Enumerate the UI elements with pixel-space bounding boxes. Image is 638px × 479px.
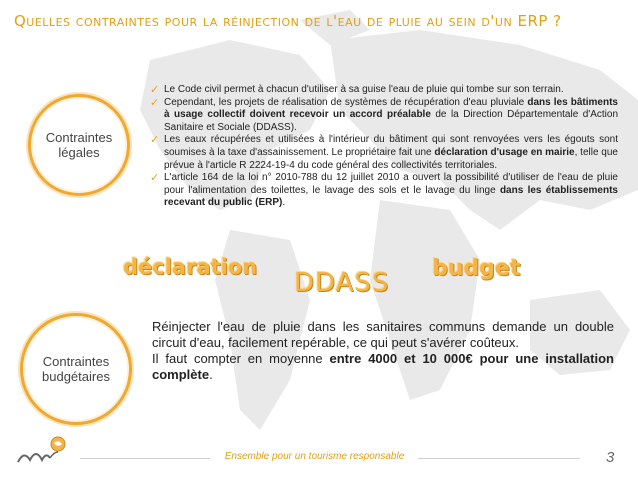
budget-constraints-text [152,319,614,383]
logo-icon [14,432,70,472]
page-number: 3 [606,449,615,466]
checkmark-icon: ✓ [150,84,160,96]
footer-divider-right [418,458,580,459]
slide-title: Quelles contraintes pour la réinjection de l'eau de pluie au sein d'un ERP ? [14,12,562,30]
budget-constraints-label: Contraintes budgétaires [42,354,110,384]
list-item: ✓ L'article 164 de la loi n° 2010-788 du 12 juillet 2010 a ouvert la possibilité d'utiliser de l'eau de pluie pour l'alimentation des toilettes, le lavage des sols et le lavage du linge dans les établissements recevant du public (ERP). [150,172,618,209]
footer-divider-left [80,458,210,459]
checkmark-icon: ✓ [150,96,160,109]
legal-constraints-label: Contraintes légales [45,130,113,160]
footer-tagline: Ensemble pour un tourisme responsable [224,451,405,462]
budget-constraints-circle [20,313,132,425]
legal-constraints-list [150,84,618,210]
list-item: ✓ Les eaux récupérées et utilisées à l'intérieur du bâtiment qui sont renvoyées vers les égouts sont soumises à la taxe d'assainissement. Le propriétaire fait une déclaration d'usage en mairie, telle que prévue à l'article R 2224-19-4 du code général des collectivités territoriales. [150,134,618,171]
keyword-ddass: DDASS [294,268,390,298]
checkmark-icon: ✓ [150,172,160,185]
list-item: ✓ Le Code civil permet à chacun d'utiliser à sa guise l'eau de pluie qui tombe sur son terrain. [150,84,564,96]
keyword-declaration: déclaration [123,255,258,279]
legal-constraints-circle [28,94,130,196]
checkmark-icon: ✓ [150,134,160,147]
budget-paragraph-2: Il faut compter en moyenne entre 4000 et 10 000€ pour une installation complète. [152,351,614,382]
budget-paragraph-1: Réinjecter l'eau de pluie dans les sanitaires communs demande un double circuit d'eau, facilement repérable, ce qui peut s'avérer coûteux. [152,319,614,350]
list-item: ✓ Cependant, les projets de réalisation de systèmes de récupération d'eau pluviale dans les bâtiments à usage collectif doivent recevoir un accord préalable de la Direction Départementale d'Action Sanitaire et Sociale (DDASS). [150,96,619,133]
keyword-budget: budget [432,256,521,281]
